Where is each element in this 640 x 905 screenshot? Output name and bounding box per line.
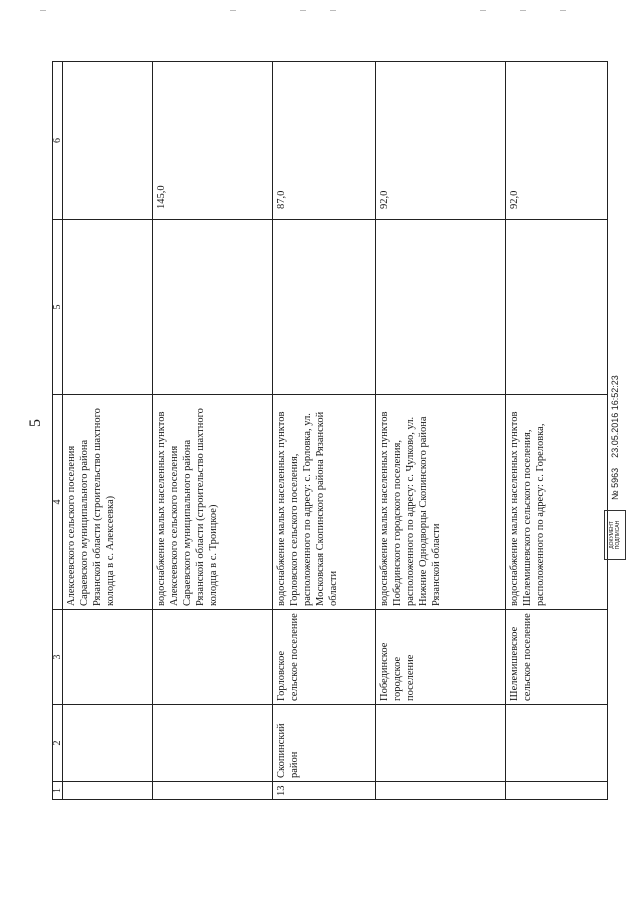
cell-amount: 92,0	[506, 62, 608, 220]
cell-settlement: Побединское городское поселение	[376, 610, 506, 705]
cell-object: водоснабжение малых населенных пунктов Горловского сельского поселения, расположенного по адресу: с. Горловка, ул. Московская Скопинского района Рязанской области	[273, 395, 376, 610]
cell-amount: 145,0	[153, 62, 273, 220]
cell-amount: 87,0	[273, 62, 376, 220]
header-col-2: 2	[53, 705, 63, 782]
header-col-5: 5	[53, 220, 63, 395]
cell-number: 13	[273, 782, 376, 800]
stamp-top-text: ДОКУМЕНТ	[609, 521, 615, 549]
header-col-1: 1	[53, 782, 63, 800]
cell-district	[63, 705, 153, 782]
doc-timestamp: 23.05.2016 16:52:23	[610, 375, 620, 458]
cell-settlement: Горловское сельское поселение	[273, 610, 376, 705]
signature-stamp	[604, 510, 626, 560]
document-footer	[602, 240, 628, 560]
table-row	[273, 62, 376, 800]
cell-district	[153, 705, 273, 782]
header-col-6: 6	[53, 62, 63, 220]
cell-amount	[63, 62, 153, 220]
funding-table	[52, 61, 608, 800]
table-row	[153, 62, 273, 800]
cell-number	[63, 782, 153, 800]
table-row	[376, 62, 506, 800]
cell-settlement	[153, 610, 273, 705]
page-number: 5	[27, 419, 44, 427]
header-col-4: 4	[53, 395, 63, 610]
table-row	[506, 62, 608, 800]
cell-number	[376, 782, 506, 800]
cell-object: Алексеевского сельского поселения Сараевского муниципального района Рязанской области (строительство шахтного колодца в с. Алексеевка)	[63, 395, 153, 610]
doc-number: № 5963	[610, 467, 620, 500]
scan-noise	[0, 10, 640, 14]
cell-object: водоснабжение малых населенных пунктов Побединского городского поселения, расположенного по адресу: с. Чулково, ул. Нижние Однодворцы Скопинского района Рязанской области	[376, 395, 506, 610]
cell-number	[153, 782, 273, 800]
cell-district: Скопинский район	[273, 705, 376, 782]
cell-number	[506, 782, 608, 800]
cell-settlement	[63, 610, 153, 705]
cell-amount: 92,0	[376, 62, 506, 220]
cell-col5	[63, 220, 153, 395]
cell-col5	[506, 220, 608, 395]
stamp-bottom-text: ПОДПИСАН	[615, 520, 621, 550]
header-row	[53, 62, 63, 800]
cell-district	[376, 705, 506, 782]
table-row	[63, 62, 153, 800]
cell-settlement: Шелемишевское сельское поселение	[506, 610, 608, 705]
cell-object: водоснабжение малых населенных пунктов Алексеевского сельского поселения Сараевского муниципального района Рязанской области (строительство шахтного колодца в с. Троицкое)	[153, 395, 273, 610]
cell-col5	[273, 220, 376, 395]
cell-col5	[153, 220, 273, 395]
header-col-3: 3	[53, 610, 63, 705]
cell-district	[506, 705, 608, 782]
rotated-table-container	[52, 62, 608, 800]
cell-col5	[376, 220, 506, 395]
cell-object: водоснабжение малых населенных пунктов Шелемишевского сельского поселения, расположенного по адресу: с. Гореловка,	[506, 395, 608, 610]
